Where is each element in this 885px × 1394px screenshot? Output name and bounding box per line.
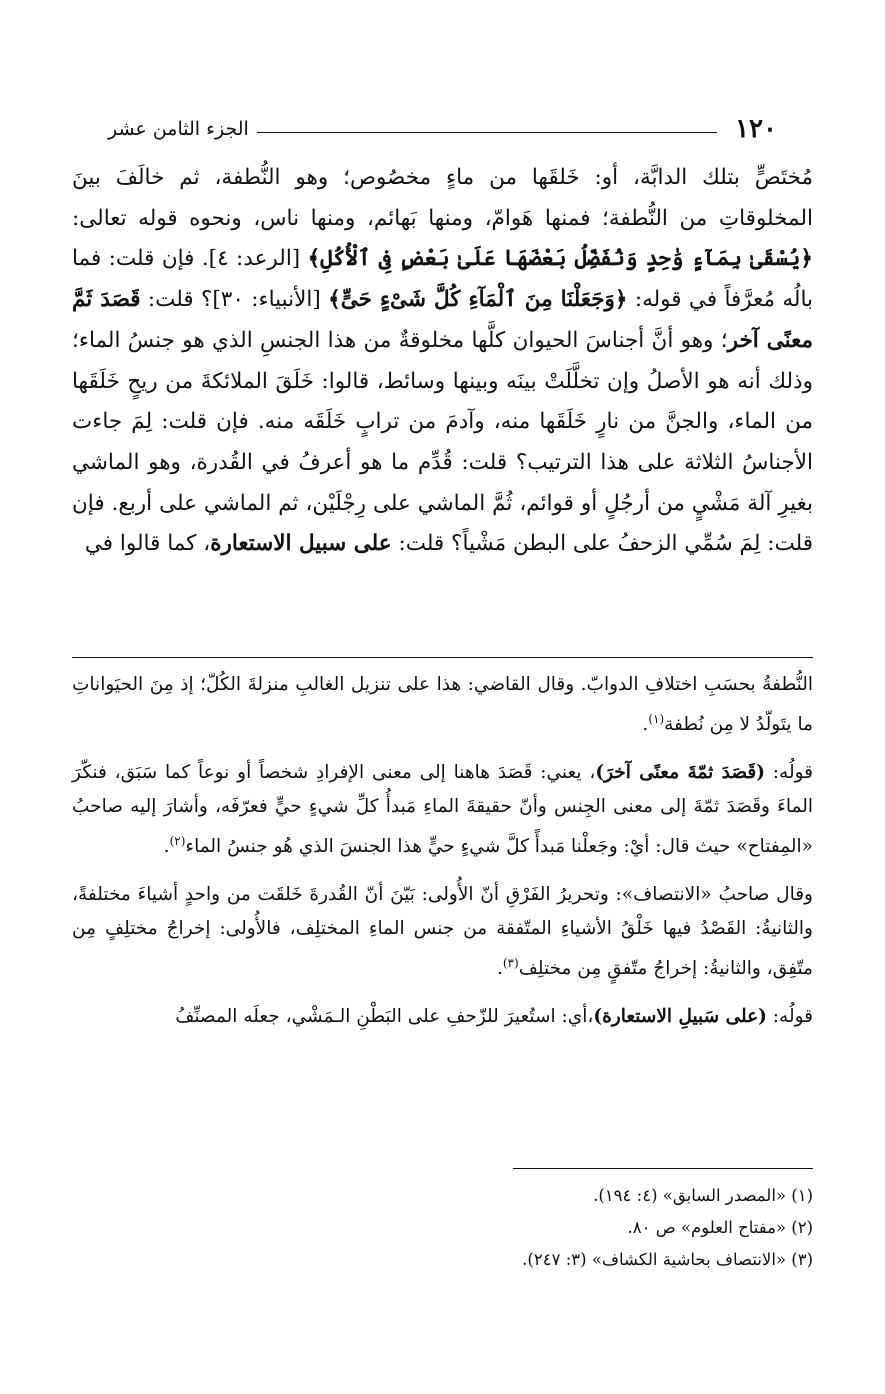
running-header	[108, 112, 777, 146]
footnote-ref: (٣)	[502, 956, 519, 971]
commentary-text: النُّطفةُ بحسَبِ اختلافِ الدوابّ. وقال القاضي: هذا على تنزيل الغالبِ منزلةَ الكُلّ؛ إذ مِنَ الحيَواناتِ ما يتَولّدُ لا مِن نُطفة	[72, 674, 813, 736]
main-text-part: [الأنبياء: ٣٠]؟ قلت:	[140, 287, 329, 313]
commentary-paragraph	[72, 1000, 813, 1034]
commentary-text: .	[163, 836, 170, 858]
footnote-ref: (٢)	[169, 834, 186, 849]
footnote-2: (٢) «مفتاح العلوم» ص ٨٠.	[627, 1218, 813, 1237]
commentary-text: .	[642, 714, 649, 736]
footnote-ref: (١)	[648, 712, 665, 726]
commentary-paragraph	[72, 878, 813, 986]
emphasis-phrase: على سبيل الاستعارة	[210, 531, 392, 557]
footnote-1: (١) «المصدر السابق» (٤: ١٩٤).	[593, 1186, 813, 1205]
quran-verse-raad: ﴿يُسْقَىٰ بِمَآءٍ وَٰحِدٍ وَنُفَضِّلُ بَعْضَهَا عَلَىٰ بَعْضٍ فِى ٱلْأُكُلِ﴾	[307, 246, 813, 272]
commentary-text: ، يعني: قَصَدَ هاهنا إلى معنى الإفرادِ شخصاً أو نوعاً كما سَبَق، فنكّرَ الماءَ وقَصَدَ ثمّةَ إلى معنى الجِنس وأنّ حقيقةَ الماءِ مَبدأُ كلِّ شيءٍ حيٍّ فعرّفَه، وأشارَ إليه صاحبُ «المِفتاح» حيث قال: أيْ: وجَعلْنا مَبدأً كلَّ شيءٍ حيٍّ هذا الجنسَ الذي هُو جنسُ الماء	[72, 762, 813, 858]
main-paragraph	[72, 158, 813, 565]
footnote-3: (٣) «الانتصاف بحاشية الكشاف» (٣: ٢٤٧).	[522, 1250, 813, 1269]
footnote-divider	[513, 1168, 813, 1169]
commentary-divider	[72, 657, 813, 658]
page-number: ١٢٠	[735, 114, 777, 144]
main-text-part: [الرعد: ٤]. فإن قلت: فما بالُه مُعرَّفاً في قوله:	[72, 246, 814, 313]
commentary-lemma: (قَصَدَ ثمّةَ معنًى آخرَ)	[595, 762, 765, 784]
commentary-text: وقال صاحبُ «الانتصاف»: وتحريرُ الفَرْقِ أنّ الأُولى: بَيّنَ أنّ القُدرةَ خَلقَت من واحدٍ أشياءَ مختلفةً، والثانيةُ: القَصْدُ فيها خَلْقُ الأشياءِ المتّفقة من جنس الماءِ المختلِف، فالأُولى: إخراجُ مختلِفٍ مِن متّفِق، والثانيةُ: إخراجُ متّفقٍ مِن مختلِف	[72, 884, 813, 980]
quran-verse-anbiya: ﴿وَجَعَلْنَا مِنَ ٱلْمَآءِ كُلَّ شَىْءٍ حَىٍّ﴾	[328, 287, 628, 313]
commentary-paragraph	[72, 756, 813, 864]
main-text	[72, 158, 813, 565]
commentary-text: ،أي: استُعيرَ للزّحفِ على البَطْنِ الـمَشْي، جعلَه المصنِّفُ	[175, 1006, 594, 1028]
running-title: الجزء الثامن عشر	[108, 118, 249, 140]
commentary-text: قولُه:	[766, 1006, 813, 1028]
commentary-lemma: (على سَبيلِ الاستعارة)	[593, 1006, 767, 1028]
footnotes	[72, 1180, 813, 1276]
commentary-text: قولُه:	[764, 762, 813, 784]
main-text-part: ؛ وهو أنَّ أجناسَ الحيوان كلَّها مخلوقةٌ من هذا الجنسِ الذي هو جنسُ الماء؛ وذلك أنه هو الأصلُ وإن تخلَّلَتْ بينَه وبينها وسائط، قالوا: خَلَقَ الملائكةَ من ريحٍ خَلَقَها من الماء، والجنَّ من نارٍ خَلَقَها منه، وآدمَ من ترابٍ خَلَقَه منه. فإن قلت: لِمَ جاءت الأجناسُ الثلاثة على هذا الترتيب؟ قلت: قُدِّم ما هو أعرفُ في القُدرة، وهو الماشي بغيرِ آلة مَشْيٍ من أرجُلٍ أو قوائم، ثُمَّ الماشي على رِجْلَيْن، ثم الماشي على أربع. فإن قلت: لِمَ سُمِّي الزحفُ على البطن مَشْياً؟ قلت:	[72, 327, 813, 557]
emphasis-phrase: قَصَدَ ثَمَّ معنًى آخر	[72, 287, 813, 353]
commentary-paragraph	[72, 668, 813, 742]
commentary	[72, 668, 813, 1048]
main-text-part: مُختَصٍّ بتلك الدابَّة، أو: خَلقَها من ماءٍ مخصُوص؛ وهو النُّطفة، ثم خالَفَ بينَ المخلوقاتِ من النُّطفة؛ فمنها هَوامّ، ومنها بَهائم، ومنها ناس، ونحوه قوله تعالى:	[72, 165, 813, 231]
commentary-text: .	[496, 958, 503, 980]
main-text-part: ، كما قالوا في	[84, 531, 211, 557]
header-rule	[257, 132, 717, 133]
